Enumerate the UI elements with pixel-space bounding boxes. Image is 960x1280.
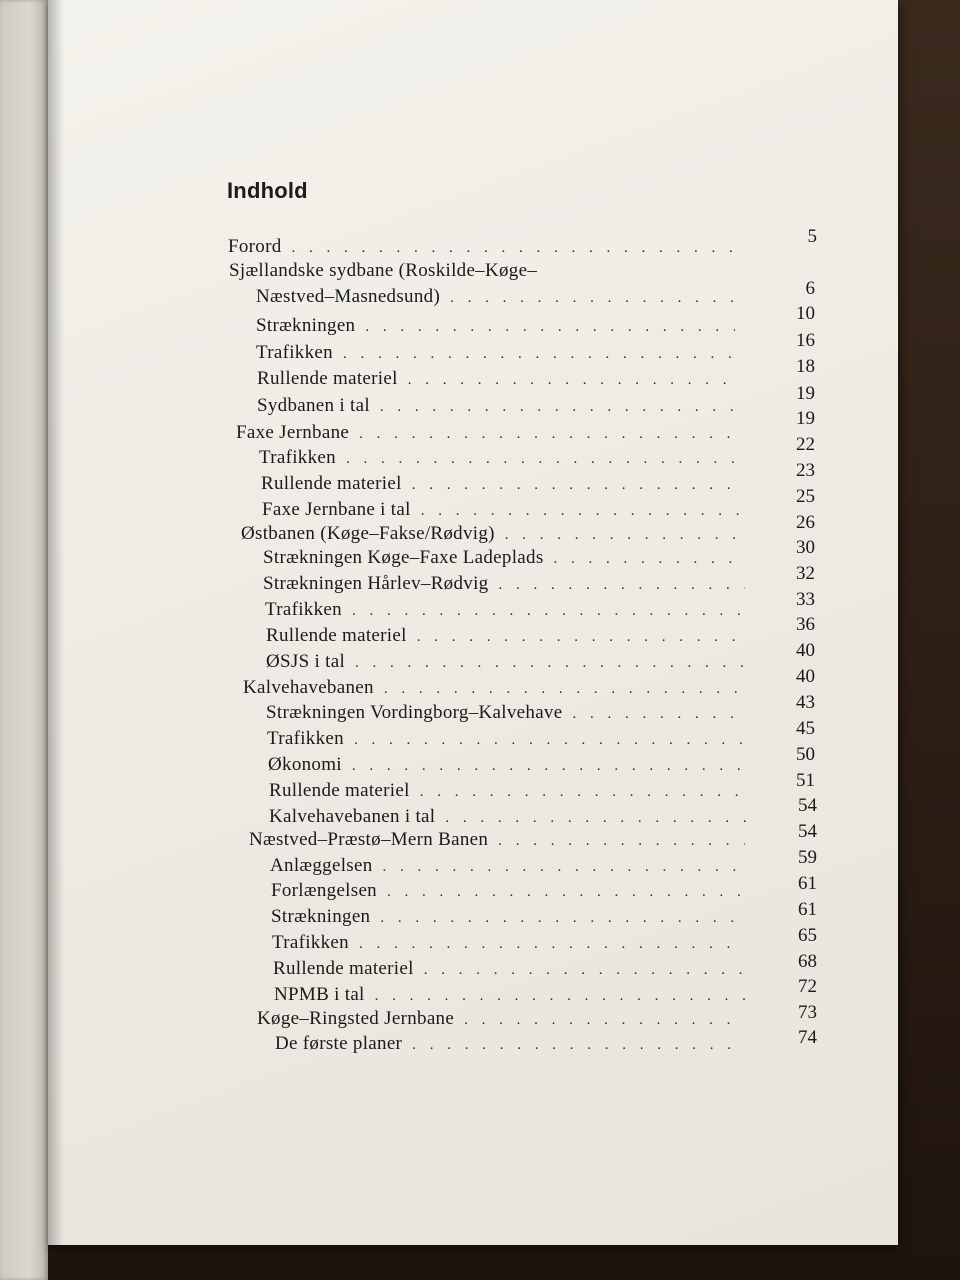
dot-leader [354, 732, 745, 749]
toc-entry [275, 1033, 745, 1059]
dot-leader [498, 833, 745, 850]
toc-entry-label: Sydbanen i tal [257, 395, 370, 416]
dot-leader [380, 910, 745, 927]
toc-entry [271, 880, 745, 906]
toc-entry [256, 342, 735, 368]
toc-entry-label: Rullende materiel [261, 473, 402, 494]
toc-page-number: 19 [796, 408, 815, 429]
dot-leader [450, 290, 735, 307]
toc-entry-label: Faxe Jernbane [236, 422, 350, 443]
dot-leader [421, 503, 745, 520]
toc-entry-label: Trafikken [267, 728, 344, 749]
toc-page-number: 22 [796, 434, 815, 455]
dot-leader [380, 399, 740, 416]
toc-entry [236, 422, 740, 448]
dot-leader [408, 372, 740, 389]
toc-entry-label: Næstved–Præstø–Mern Banen [249, 829, 489, 850]
dot-leader [417, 629, 745, 646]
dot-leader [383, 859, 745, 876]
toc-page-number: 51 [796, 770, 815, 791]
toc-entry-label: Kalvehavebanen i tal [269, 806, 436, 827]
dot-leader [505, 527, 745, 544]
toc-page-number: 16 [796, 330, 815, 351]
toc-entry [274, 984, 745, 1010]
toc-page-number: 68 [798, 951, 817, 972]
toc-entry [273, 958, 745, 984]
dot-leader [365, 319, 735, 336]
toc-entry [262, 499, 745, 525]
toc-page-number: 18 [796, 356, 815, 377]
toc-entry-label: Økonomi [268, 754, 342, 775]
toc-entry [256, 315, 735, 341]
dot-leader [359, 936, 745, 953]
toc-page-number: 26 [796, 512, 815, 533]
dot-leader [420, 784, 748, 801]
toc-entry-label: Faxe Jernbane i tal [262, 499, 411, 520]
dot-leader [445, 810, 752, 827]
toc-entry-label: NPMB i tal [274, 984, 365, 1005]
toc-page-number: 6 [805, 278, 815, 299]
toc-page-number: 74 [798, 1027, 817, 1048]
dot-leader [352, 758, 745, 775]
toc-page-number: 23 [796, 460, 815, 481]
toc-page-number: 43 [796, 692, 815, 713]
toc-entry-label: De første planer [275, 1033, 403, 1054]
toc-entry [268, 754, 745, 780]
dot-leader [387, 884, 745, 901]
toc-page-number: 40 [796, 666, 815, 687]
toc-entry-label: Trafikken [259, 447, 336, 468]
dot-leader [343, 346, 735, 363]
toc-entry-label: Forlængelsen [271, 880, 377, 901]
toc-entry [263, 573, 745, 599]
toc-entry [259, 447, 742, 473]
toc-entry-label: Rullende materiel [266, 625, 407, 646]
toc-entry [257, 1008, 745, 1034]
toc-page-number: 30 [796, 537, 815, 558]
dot-leader [352, 603, 745, 620]
toc-entry-label: Rullende materiel [257, 368, 398, 389]
toc-entry [243, 677, 745, 703]
toc-entry-label: Trafikken [265, 599, 342, 620]
toc-page-number: 32 [796, 563, 815, 584]
toc-entry-label: Strækningen [271, 906, 371, 927]
dot-leader [498, 577, 745, 594]
toc-entry-label: Strækningen [256, 315, 356, 336]
toc-entry-label: Næstved–Masnedsund) [256, 286, 441, 307]
toc-page-number: 36 [796, 614, 815, 635]
dot-leader [359, 426, 740, 443]
toc-entry [241, 523, 745, 549]
toc-entry [270, 855, 745, 881]
dot-leader [412, 1037, 745, 1054]
toc-page-number: 40 [796, 640, 815, 661]
toc-entry-label: Køge–Ringsted Jernbane [257, 1008, 455, 1029]
dot-leader [572, 706, 745, 723]
dot-leader [554, 551, 740, 568]
dot-leader [375, 988, 745, 1005]
toc-entry-label: Strækningen Vordingborg–Kalvehave [266, 702, 563, 723]
toc-entry [266, 651, 745, 677]
toc-page-number: 65 [798, 925, 817, 946]
dot-leader [355, 655, 745, 672]
toc-entry [256, 286, 735, 312]
toc-entry [271, 906, 745, 932]
toc-entry [257, 368, 740, 394]
toc-entry-label: Strækningen Hårlev–Rødvig [263, 573, 489, 594]
toc-entry [263, 547, 740, 573]
dot-leader [464, 1012, 745, 1029]
dot-leader [412, 477, 742, 494]
dot-leader [292, 240, 735, 257]
toc-intro-line: Sjællandske sydbane (Roskilde–Køge– [229, 260, 538, 281]
toc-page-number: 54 [798, 821, 817, 842]
toc-page-number: 33 [796, 589, 815, 610]
dot-leader [424, 962, 745, 979]
toc-entry [228, 236, 735, 262]
toc-entry [266, 702, 745, 728]
toc-page-number: 50 [796, 744, 815, 765]
toc-entry-label: Forord [228, 236, 282, 257]
toc-entry-label: Rullende materiel [273, 958, 414, 979]
toc-page-number: 59 [798, 847, 817, 868]
dot-leader [384, 681, 745, 698]
toc-page-number: 61 [798, 873, 817, 894]
toc-page-number: 73 [798, 1002, 817, 1023]
toc-entry [266, 625, 745, 651]
toc-page-number: 19 [796, 383, 815, 404]
toc-page-number: 45 [796, 718, 815, 739]
toc-page-number: 54 [798, 795, 817, 816]
toc-entry-label: Strækningen Køge–Faxe Ladeplads [263, 547, 544, 568]
toc-entry-label: Trafikken [256, 342, 333, 363]
toc-entry-label: ØSJS i tal [266, 651, 346, 672]
toc-page-number: 10 [796, 303, 815, 324]
toc-entry [249, 829, 745, 855]
toc-entry-label: Rullende materiel [269, 780, 410, 801]
dot-leader [346, 451, 742, 468]
toc-entry-label: Anlæggelsen [270, 855, 373, 876]
toc-entry [272, 932, 745, 958]
toc-page-number: 5 [807, 226, 817, 247]
toc-page-number: 25 [796, 486, 815, 507]
toc-entry [267, 728, 745, 754]
toc-page-number: 72 [798, 976, 817, 997]
toc-entry-label: Kalvehavebanen [243, 677, 374, 698]
toc-entry-label: Trafikken [272, 932, 349, 953]
toc-entry-label: Østbanen (Køge–Fakse/Rødvig) [241, 523, 495, 544]
toc-entry [261, 473, 742, 499]
toc-entry [265, 599, 745, 625]
toc-heading: Indhold [227, 178, 308, 203]
toc-entry [269, 780, 748, 806]
toc-page-number: 61 [798, 899, 817, 920]
toc-entry [257, 395, 740, 421]
